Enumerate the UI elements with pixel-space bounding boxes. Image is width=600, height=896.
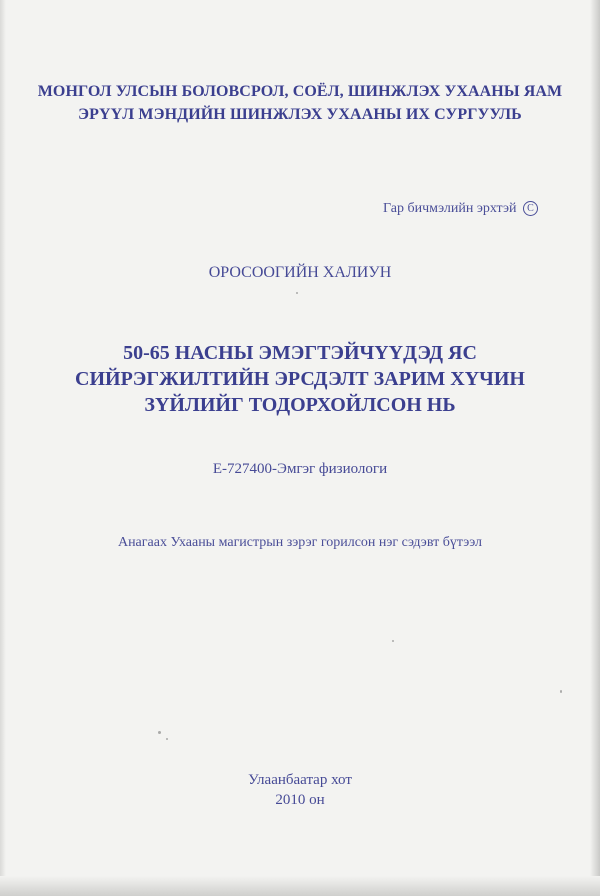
year-text: 2010 он xyxy=(275,792,325,808)
paper-speck xyxy=(296,292,298,294)
copyright-text: Гар бичмэлийн эрхтэй xyxy=(383,201,517,216)
title-line-2: СИЙРЭГЖИЛТИЙН ЭРСДЭЛТ ЗАРИМ ХҮЧИН xyxy=(75,368,525,390)
thesis-title xyxy=(0,340,600,418)
ministry-line-1: МОНГОЛ УЛСЫН БОЛОВСРОЛ, СОЁЛ, ШИНЖЛЭХ УХААНЫ ЯАМ xyxy=(37,83,563,100)
page-edge-left xyxy=(0,0,6,896)
paper-speck xyxy=(560,690,562,693)
title-line-1: 50-65 НАСНЫ ЭМЭГТЭЙЧҮҮДЭД ЯС xyxy=(123,342,477,364)
city-text: Улаанбаатар хот xyxy=(248,772,352,788)
page-edge-right xyxy=(590,0,600,896)
author-name: ОРОСООГИЙН ХАЛИУН xyxy=(208,264,392,281)
degree-statement: Анагаах Ухааны магистрын зэрэг горилсон нэг сэдэвт бүтээл xyxy=(117,535,483,550)
copyright-icon: C xyxy=(523,201,538,216)
specialty-code: Е-727400-Эмгэг физиологи xyxy=(212,461,388,477)
title-line-3: ЗҮЙЛИЙГ ТОДОРХОЙЛСОН НЬ xyxy=(144,394,456,416)
paper-speck xyxy=(392,640,394,642)
copyright-notice xyxy=(383,201,538,217)
place-and-year xyxy=(0,770,600,810)
ministry-header xyxy=(0,80,600,126)
page-edge-bottom xyxy=(0,876,600,896)
paper-speck xyxy=(158,731,161,734)
ministry-line-2: ЭРҮҮЛ МЭНДИЙН ШИНЖЛЭХ УХААНЫ ИХ СУРГУУЛЬ xyxy=(78,106,522,123)
paper-speck xyxy=(166,738,168,740)
